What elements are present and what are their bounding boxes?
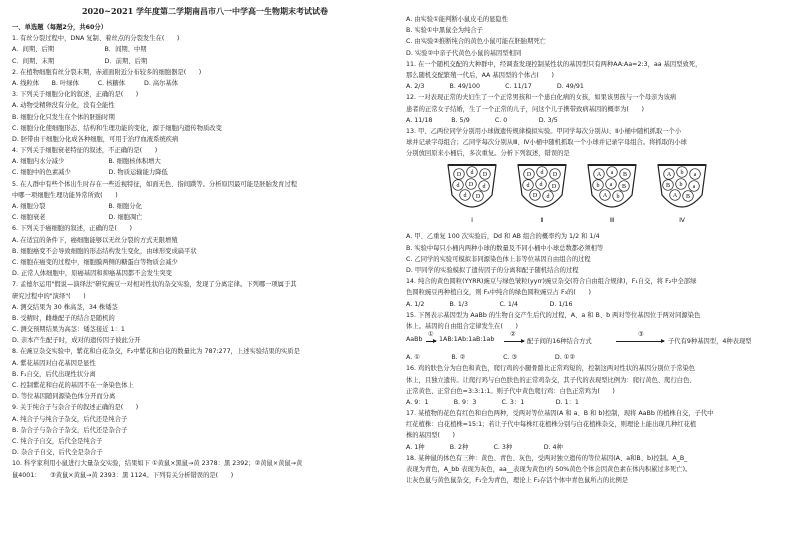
- left-column: [12, 22, 390, 481]
- ball-label: D: [552, 172, 558, 179]
- question-line: 3. 下列关于细胞分化的叙述，正确的是( ): [12, 91, 139, 99]
- question-line: D. 等位基因随同源染色体分开而分离: [12, 393, 116, 401]
- ball-label: b: [679, 182, 683, 189]
- ball-label: b: [680, 170, 684, 177]
- ball-label: a: [609, 182, 613, 189]
- question-line: 11. 在一个随机交配的大种群中，经调查发现控制某性状的基因型只有两种AA:Aa=2:3，aa 基因型致死，: [406, 60, 702, 68]
- question-line: B. 实验中每只小桶内两种小球的数量及不同小桶中小球总数都必须相等: [406, 244, 604, 252]
- question-line: B. 细胞癌变不会导致细胞的形态结构发生变化，由球形变成扁平状: [12, 247, 197, 255]
- ball-label: D: [551, 184, 557, 191]
- question-line: C. 由实验②推断纯合的黄色小鼠可能在胚胎期死亡: [406, 38, 546, 46]
- flow-arrow-1: [426, 341, 436, 342]
- question-line: 鼠4001： ③黄鼠×黄鼠→黄 2393：黑 1124。下列有关分析错误的是( ): [12, 471, 234, 479]
- question-line: A. ① B. ② C. ③ D. ①②: [406, 354, 576, 362]
- question-line: 5. 在人群中有些个体出生时存在一些近视特征，如面无色、指间蹼等。分析原因最可能是胚胎发育过程: [12, 180, 298, 188]
- question-line: 6. 下列关于癌细胞的叙述，正确的是( ): [12, 225, 132, 233]
- ball-label: B: [685, 194, 691, 201]
- question-line: 15. 下图表示基因型为 AaBb 的生物自交产生后代的过程，A、a 和 B、b 两对等位基因位于两对同源染色: [406, 311, 701, 319]
- flow-step-1: ①: [428, 331, 434, 339]
- question-line: 表现为青色，A_bb 表现为灰色，aa__表现为黄色(约 50%黄色个体会因黄色素在体内积累过多死亡)。: [406, 466, 692, 473]
- ball-label: a: [692, 184, 696, 191]
- ball-label: D: [526, 172, 532, 179]
- ball-label: d: [540, 170, 544, 177]
- question-line: 10. 科学家利用小鼠进行大量杂交实验，结果如下 ①黄鼠×黑鼠→黄 2378：黑 2392；②黄鼠×黄鼠→黄: [12, 460, 303, 468]
- ball-label: D: [532, 193, 538, 200]
- question-line: 球并记录字母组合；乙同学每次分别从Ⅲ、Ⅳ小桶中随机抓取一个小球并记录字母组合。将抓取的小球: [406, 139, 687, 147]
- question-line: A. 动物受精卵没有分化，没有全能性: [12, 102, 115, 110]
- ball-label: d: [463, 193, 467, 200]
- question-line: A. 9：1 B. 9：3 C. 3：1 D. 1：1: [406, 398, 579, 406]
- question-line: D. 甲同学的实验模拟了遗传因子的分离和配子随机结合的过程: [406, 267, 579, 274]
- question-line: B. 细胞分化只发生在个体的胚胎时期: [12, 113, 115, 121]
- urn-2: [516, 161, 568, 215]
- urn-4: [656, 161, 708, 215]
- ball-label: D: [456, 172, 462, 179]
- question-line: B. 杂合子与杂合子杂交，后代还是杂合子: [12, 426, 128, 434]
- question-line: C．间期、末期 D．前期、后期: [12, 57, 148, 65]
- question-line: 16. 鸡的肤色分为白色和黄色，爬行鸡的小腿骨骼比正常鸡短的，控制这两对性状的基因分别位于常染色: [406, 365, 696, 373]
- question-line: 中哪一项细胞生理功能异常所致( ): [12, 191, 118, 199]
- question-line: 研究过程中的"演绎"( ): [12, 292, 86, 300]
- flow-start: AaBb: [406, 336, 423, 344]
- question-line: 那么随机交配繁殖一代后，AA 基因型的个体占( ): [406, 71, 554, 79]
- question-line: A．间期、后期 B．间期、中期: [12, 46, 147, 54]
- question-line: 8. 在豌豆杂交实验中，紫花和白花杂交，F₂中紫花和白花的数量比为 787:277，上述实验结果的实质是: [12, 348, 300, 356]
- question-line: 分别放回原来小桶后，多次重复。分析下列叙述，错误的是: [406, 150, 570, 158]
- question-line: B. F₁自交，后代出现性状分离: [12, 370, 96, 378]
- ball-label: A: [602, 193, 608, 200]
- question-line: 株的基因型( ): [406, 432, 455, 440]
- urn-label: Ⅰ: [471, 217, 473, 225]
- question-line: B. 受精时，雌雄配子的结合是随机的: [12, 314, 115, 322]
- question-line: A. 在适宜的条件下，癌细胞能够以无丝分裂的方式无限增殖: [12, 236, 178, 244]
- ball-label: d: [526, 183, 530, 190]
- question-line: A. 测交结果为 30 株高茎，34 株矮茎: [12, 303, 118, 311]
- urn-diagram: [406, 161, 784, 229]
- question-line: 患者的正常女子结婚，生了一个正常的儿子，问这个儿子携带致病基因的概率为( ): [406, 105, 644, 113]
- question-line: A. 11/18 B. 5/9 C. 0 D. 3/5: [406, 116, 558, 124]
- question-line: 1. 有丝分裂过程中，DNA 复制、着丝点的分裂发生在( ): [12, 35, 180, 43]
- question-line: D. 亲本产生配子时，成对的遗传因子彼此分开: [12, 337, 141, 345]
- ball-label: A: [596, 172, 602, 179]
- urn-3: [586, 161, 638, 215]
- ball-label: d: [470, 170, 474, 177]
- ball-label: d: [482, 184, 486, 191]
- question-line: A. 细胞内水分减少 B. 细胞核体积增大: [12, 158, 161, 166]
- question-line: 14. 纯合的黄色圆粒(YYRR)豌豆与绿色皱粒(yyrr)豌豆杂交(符合自由组合规律)，F₁自交，将 F₂中全部绿: [406, 278, 697, 286]
- flow-arrow-3: [616, 341, 664, 342]
- question-line: 一、单选题（每题2分，共60分）: [12, 24, 108, 31]
- question-line: C. 测交预期结果为高茎：矮茎接近 1：1: [12, 326, 125, 334]
- question-line: 12. 一对表现正常的夫妇生了一个正常男孩和一个患白化病的女孩，如果该男孩与一个母亲为该病: [406, 94, 677, 102]
- question-line: 9. 关于纯合子与杂合子的叙述正确的是( ): [12, 404, 139, 412]
- question-line: C. 细胞衰老 D. 细胞凋亡: [12, 214, 143, 222]
- urn-label: Ⅱ: [540, 217, 544, 225]
- question-line: A. 紫花基因对白花基因是显性: [12, 359, 96, 367]
- question-line: C. 控制紫花和白花的基因不在一条染色体上: [12, 382, 134, 389]
- question-line: 色圆粒豌豆再种植自交，则 F₃中纯合的绿色圆粒豌豆占 F₃的( ): [406, 289, 591, 297]
- ball-label: d: [539, 182, 543, 189]
- ball-label: b: [616, 194, 620, 201]
- gene-flow-diagram: [406, 332, 784, 352]
- ball-label: A: [672, 193, 678, 200]
- right-column: [406, 14, 784, 486]
- question-line: A. 1种 B. 2种 C. 3种 D. 4种: [406, 443, 563, 451]
- question-line: 7. 孟德尔运用"假说—演绎法"研究豌豆一对相对性状的杂交实验，发现了分离定律。下列哪一项属于其: [12, 281, 297, 289]
- question-line: 4. 下列关于细胞衰老特征的叙述，不正确的是( ): [12, 147, 158, 155]
- question-line: C. 细胞在癌变的过程中，细胞膜两侧的糖蛋白等物质会减少: [12, 258, 178, 266]
- question-line: 18. 某种鼠的体色有三种：黄色、青色、灰色，受两对独立遗传的等位基因(A、a和B、b)控制。A_B_: [406, 454, 688, 462]
- question-line: 红花植株：白花植株=15:1；若让子代中每株红花植株分别与白花植株杂交，则理论上能出现几种红花植: [406, 421, 697, 429]
- question-line: 体上，且独立遗传。让爬行鸡与白色肤色的正常鸡杂交，其子代的表现型比例为：爬行黄色、爬行白色、: [406, 376, 696, 384]
- ball-label: a: [693, 172, 697, 179]
- question-line: C. 纯合子自交，后代全是纯合子: [12, 437, 103, 445]
- ball-label: d: [546, 194, 550, 201]
- ball-label: A: [666, 172, 672, 179]
- ball-label: B: [622, 172, 628, 179]
- urn-1: [446, 161, 498, 215]
- question-line: D. 正常人体细胞中，原癌基因和抑癌基因都不会发生突变: [12, 270, 172, 278]
- question-line: D. 实验②中亲子代黄色小鼠的基因型相同: [406, 49, 522, 57]
- flow-offspring: 子代有9种基因型，4种表现型: [668, 338, 752, 346]
- flow-step-2: ②: [510, 331, 516, 339]
- question-line: C. 细胞中的色素减少 D. 物质运输能力降低: [12, 169, 168, 177]
- question-line: A. 线粒体 B. 叶绿体 C. 核糖体 D. 高尔基体: [12, 79, 179, 87]
- question-line: B. 实验①中黑鼠全为纯合子: [406, 27, 483, 35]
- ball-label: a: [610, 170, 614, 177]
- flow-gametes: 1AB:1Ab:1aB:1ab: [439, 336, 495, 344]
- urn-label: Ⅳ: [679, 217, 685, 225]
- question-line: 2. 在植物细胞有丝分裂末期，赤道面附近分布较多的细胞器是( ): [12, 68, 202, 76]
- ball-label: D: [482, 172, 488, 179]
- question-line: A. 由实验①能判断小鼠皮毛的显隐性: [406, 16, 509, 23]
- question-line: A. 甲、乙重复 100 次实验后，Dd 和 AB 组合的概率约为 1/2 和 1/4: [406, 233, 600, 241]
- ball-label: B: [621, 184, 627, 191]
- question-line: 正常黄色、正常白色=3:3:1:1。则子代中黄色爬行鸡：白色正常鸡为( ): [406, 387, 615, 395]
- ball-label: b: [596, 183, 600, 190]
- flow-arrow-2: [504, 341, 524, 342]
- question-line: C. 乙同学的实验可模拟非同源染色体上非等位基因自由组合的过程: [406, 255, 591, 263]
- question-line: 17. 某植物的花色有红色和白色两种，受两对等位基因(A 和 a、B 和 b)控制，现将 AaBb 的植株自交，子代中: [406, 410, 714, 418]
- question-line: A. 2/3 B. 49/100 C. 11/17 D. 49/91: [406, 83, 584, 91]
- ball-label: d: [456, 183, 460, 190]
- question-line: A. 纯合子与纯合子杂交，后代还是纯合子: [12, 415, 128, 423]
- ball-label: B: [665, 183, 671, 190]
- question-line: A. 细胞分裂 B. 细胞分化: [12, 203, 142, 210]
- question-line: 让灰色鼠与黄色鼠杂交，F₁全为青色，理论上 F₂存活个体中青色鼠所占的比例是: [406, 477, 629, 485]
- flow-combination: 配子间的16种结合方式: [527, 338, 592, 346]
- question-line: C. 细胞分化使细胞形态、结构和生理功能的变化，源于细胞内遗传物质改变: [12, 124, 222, 132]
- ball-label: D: [468, 182, 474, 189]
- question-line: D. 杂合子自交，后代全是杂合子: [12, 449, 103, 457]
- exam-title: 2020~2021 学年度第二学期南昌市八一中学高一生物期末考试试卷: [81, 6, 329, 16]
- question-line: 体上。基因的自由组合定律发生在( ): [406, 322, 518, 330]
- question-line: A. 1/2 B. 1/3 C. 1/4 D. 1/16: [406, 300, 573, 308]
- ball-label: D: [475, 194, 481, 201]
- question-line: 13. 甲、乙两位同学分别用小球做遗传规律模拟实验。甲同学每次分别从Ⅰ、Ⅱ小桶中随机抓取一个小: [406, 127, 682, 135]
- question-line: D. 胚带由干细胞分化成各种细胞，可用于治疗血液系统疾病: [12, 135, 179, 143]
- urn-label: Ⅲ: [609, 217, 615, 225]
- flow-step-3: ③: [638, 331, 644, 339]
